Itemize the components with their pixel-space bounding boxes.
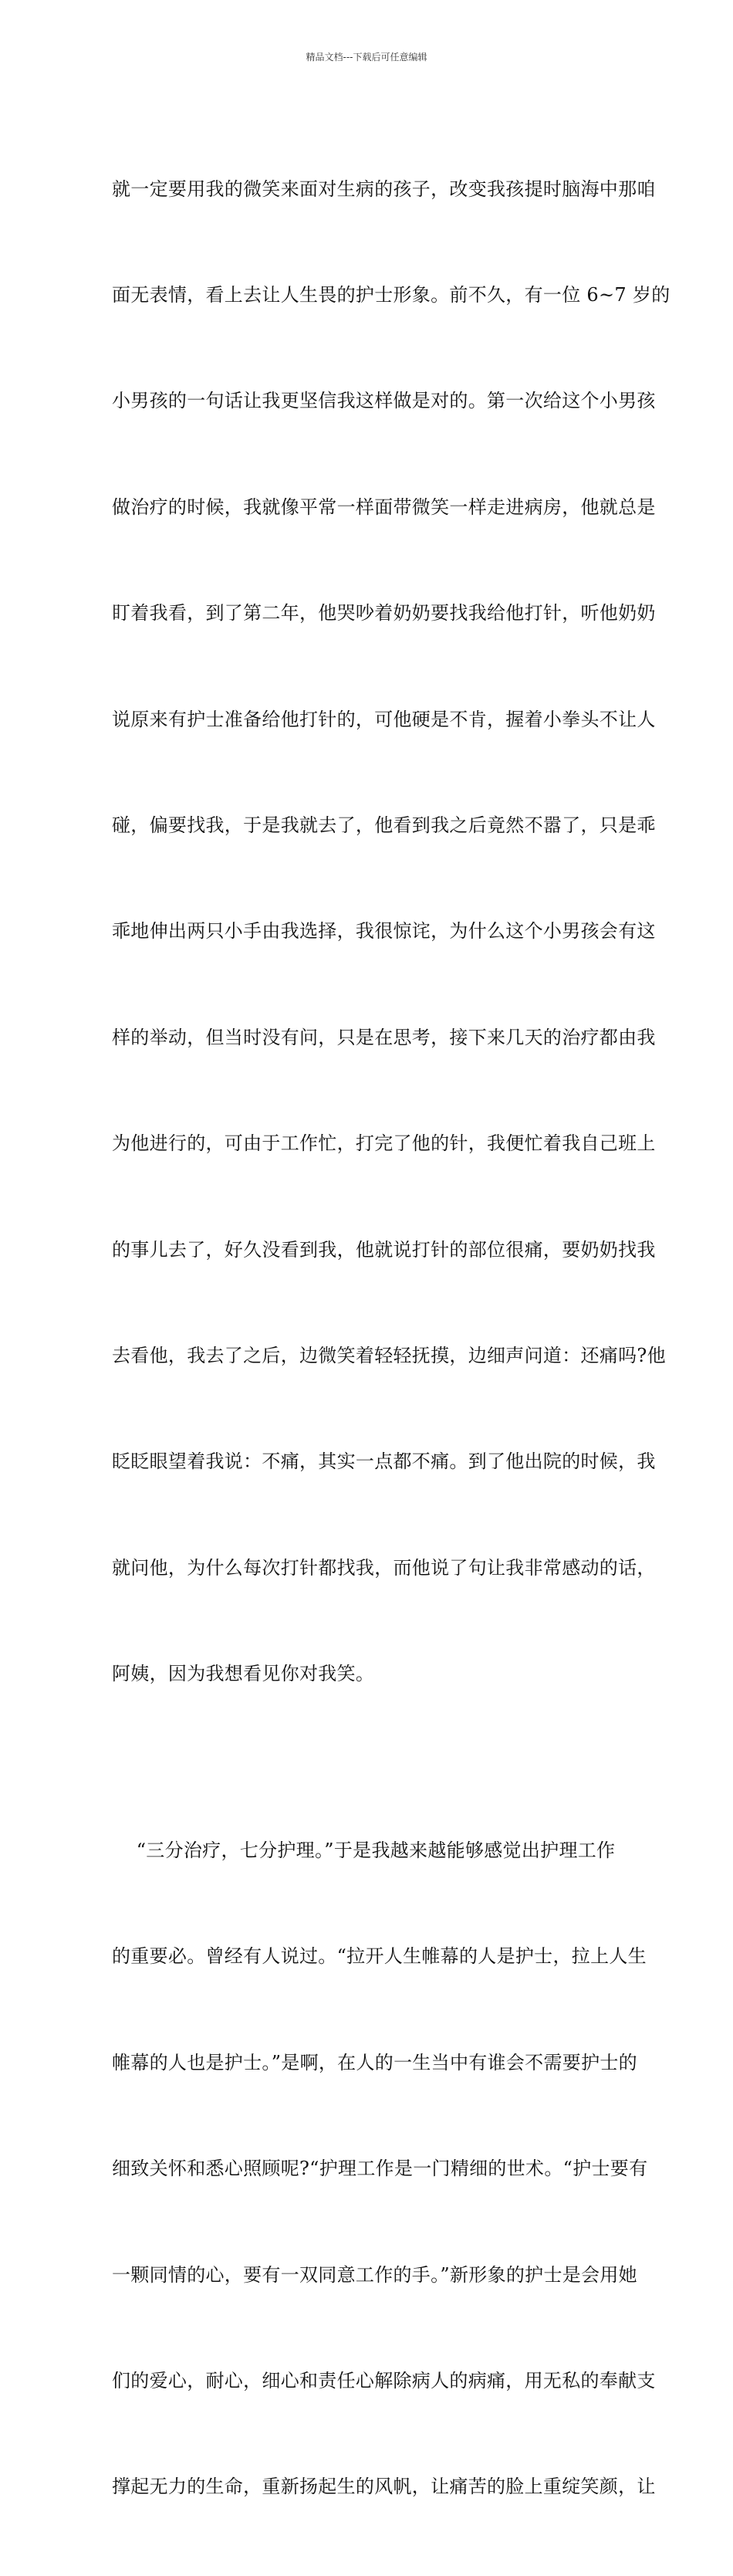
text-line: 去看他，我去了之后，边微笑着轻轻抚摸，边细声问道：还痛吗?他 — [112, 1344, 666, 1366]
text-line: 的重要必。曾经有人说过。“拉开人生帷幕的人是护士，拉上人生 — [112, 1945, 647, 1968]
text-line: “三分治疗，七分护理。”于是我越来越能够感觉出护理工作 — [112, 1840, 616, 1862]
text-line: 一颗同情的心，要有一双同意工作的手。”新形象的护士是会用她 — [112, 2263, 637, 2286]
text-line: 为他进行的，可由于工作忙，打完了他的针，我便忙着我自己班上 — [112, 1132, 656, 1155]
text-line: 说原来有护士准备给他打针的，可他硬是不肯，握着小拳头不让人 — [112, 708, 656, 730]
text-line: 小男孩的一句话让我更坚信我这样做是对的。第一次给这个小男孩 — [112, 390, 656, 412]
text-line: 就问他，为什么每次打针都找我，而他说了句让我非常感动的话， — [112, 1556, 656, 1579]
text-line: 的事儿去了，好久没看到我，他就说打针的部位很痛，要奶奶找我 — [112, 1238, 656, 1261]
text-line: 帷幕的人也是护士。”是啊，在人的一生当中有谁会不需要护士的 — [112, 2051, 637, 2073]
page-header: 精品文档---下载后可任意编辑 — [306, 52, 427, 63]
paragraph-2 — [112, 1762, 656, 2575]
text-line: 就一定要用我的微笑来面对生病的孩子，改变我孩提时脑海中那咱 — [112, 178, 656, 200]
text-line: 眨眨眼望着我说：不痛，其实一点都不痛。到了他出院的时候，我 — [112, 1450, 656, 1473]
text-line: 做治疗的时候，我就像平常一样面带微笑一样走进病房，他就总是 — [112, 496, 656, 518]
body-text — [112, 101, 671, 2576]
text-line: 们的爱心，耐心，细心和责任心解除病人的病痛，用无私的奉献支 — [112, 2370, 656, 2392]
text-line: 细致关怀和悉心照顾呢?“护理工作是一门精细的世术。“护士要有 — [112, 2158, 648, 2180]
paragraph-1 — [112, 101, 671, 1762]
text-line: 盯着我看，到了第二年，他哭吵着奶奶要找我给他打针，听他奶奶 — [112, 602, 656, 625]
text-line: 撑起无力的生命，重新扬起生的风帆，让痛苦的脸上重绽笑颜，让 — [112, 2476, 656, 2498]
text-line: 面无表情，看上去让人生畏的护士形象。前不久，有一位 6~7 岁的 — [112, 283, 671, 306]
text-line: 阿姨，因为我想看见你对我笑。 — [112, 1663, 375, 1685]
text-line: 乖地伸出两只小手由我选择，我很惊诧，为什么这个小男孩会有这 — [112, 920, 656, 943]
text-line: 样的举动，但当时没有问，只是在思考，接下来几天的治疗都由我 — [112, 1026, 656, 1048]
text-line: 碰，偏要找我，于是我就去了，他看到我之后竟然不嚣了，只是乖 — [112, 814, 656, 836]
